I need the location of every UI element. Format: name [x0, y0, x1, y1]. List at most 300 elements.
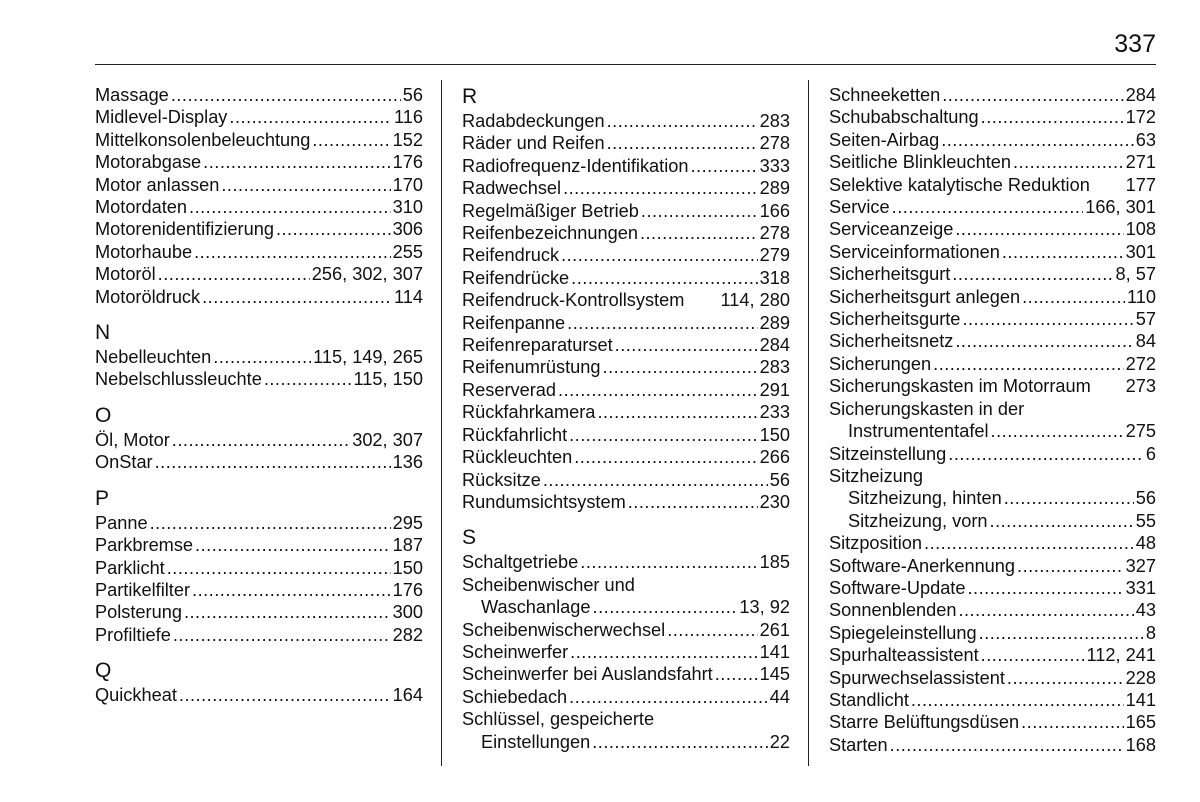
index-entry[interactable] [95, 684, 423, 706]
dot-leader [948, 443, 1144, 465]
entry-label: Scheinwerfer bei Auslandsfahrt [462, 664, 713, 685]
index-entry[interactable] [95, 218, 423, 240]
entry-pages: 48 [1135, 533, 1156, 554]
entry-label: Radiofrequenz-Identifikation [462, 155, 689, 176]
dot-leader [173, 624, 391, 646]
entry-label: Software-Update [829, 577, 966, 598]
index-entry[interactable] [462, 491, 790, 513]
index-entry[interactable] [829, 174, 1156, 196]
index-entry[interactable] [829, 532, 1156, 554]
dot-leader [221, 174, 390, 196]
index-entry[interactable] [829, 398, 1156, 420]
entry-label: Reifenpanne [462, 312, 566, 333]
entry-label: Sitzeinstellung [829, 443, 947, 464]
index-entry[interactable] [462, 379, 790, 401]
dot-leader [952, 263, 1113, 285]
dot-leader [690, 155, 757, 177]
entry-pages: 168 [1125, 734, 1156, 755]
index-entry[interactable] [95, 84, 423, 106]
entry-label: Service [829, 197, 890, 218]
entry-pages: 112, 241 [1086, 645, 1156, 666]
column-divider-2 [808, 80, 809, 766]
dot-leader [890, 734, 1124, 756]
entry-label: Schaltgetriebe [462, 552, 579, 573]
entry-pages: 284 [759, 335, 790, 356]
entry-pages: 255 [392, 241, 423, 262]
entry-pages: 284 [1125, 85, 1156, 105]
index-entry[interactable] [462, 401, 790, 423]
entry-pages: 116 [394, 107, 423, 128]
entry-label: Spurhalteassistent [829, 645, 979, 666]
entry-pages: 108 [1125, 219, 1156, 240]
entry-pages: 279 [759, 245, 790, 266]
index-entry[interactable] [829, 667, 1156, 689]
entry-label: Sicherungskasten im Motorraum [829, 376, 1091, 397]
dot-leader [942, 84, 1123, 106]
entry-label: Rückfahrlicht [462, 424, 568, 445]
entry-label: Instrumententafel [848, 421, 989, 442]
index-entry[interactable] [95, 557, 423, 579]
entry-label: Motor anlassen [95, 174, 220, 195]
index-column-3 [829, 84, 1156, 756]
entry-label: Nebelleuchten [95, 347, 212, 368]
index-entry[interactable] [462, 267, 790, 289]
entry-pages: 228 [1125, 667, 1156, 688]
entry-label: Radabdeckungen [462, 111, 605, 131]
entry-pages: 141 [1125, 689, 1156, 710]
entry-pages: 282 [392, 624, 423, 645]
dot-leader [667, 619, 757, 641]
entry-label: Spiegeleinstellung [829, 622, 977, 643]
entry-pages: 172 [1125, 107, 1156, 128]
entry-label: OnStar [95, 452, 153, 473]
entry-pages: 115, 150 [353, 369, 423, 390]
index-entry[interactable] [829, 555, 1156, 577]
entry-label: Selektive katalytische Reduktion [829, 174, 1090, 195]
dot-leader [615, 334, 758, 356]
index-entry[interactable] [462, 132, 790, 154]
entry-pages: 57 [1135, 309, 1156, 330]
index-entry[interactable] [95, 241, 423, 263]
dot-leader [179, 684, 391, 706]
index-entry[interactable] [95, 368, 423, 390]
index-entry[interactable] [95, 129, 423, 151]
index-entry[interactable] [829, 196, 1156, 218]
entry-pages: 230 [759, 491, 790, 512]
entry-label: Schubabschaltung [829, 107, 979, 128]
entry-label: Partikelfilter [95, 579, 191, 600]
entry-label: Rückfahrkamera [462, 402, 596, 423]
index-subentry[interactable] [462, 731, 790, 753]
dot-leader [607, 132, 758, 154]
index-entry[interactable] [462, 469, 790, 491]
dot-leader [203, 151, 390, 173]
entry-label: Nebelschlussleuchte [95, 369, 262, 390]
index-entry[interactable] [462, 289, 790, 311]
entry-label: Regelmäßiger Betrieb [462, 200, 639, 221]
index-entry[interactable] [829, 577, 1156, 599]
dot-leader [1007, 667, 1124, 689]
index-entry[interactable] [829, 734, 1156, 756]
column-divider-1 [441, 80, 442, 766]
dot-leader [189, 196, 391, 218]
dot-leader [312, 129, 390, 151]
entry-pages: 318 [759, 267, 790, 288]
entry-pages: 63 [1135, 129, 1156, 150]
entry-label: Midlevel-Display [95, 107, 228, 128]
dot-leader [171, 84, 401, 106]
entry-pages: 114, 280 [720, 290, 790, 311]
entry-label: Sicherheitsnetz [829, 331, 954, 352]
entry-label: Motorhaube [95, 241, 193, 262]
index-entry[interactable] [462, 356, 790, 378]
index-entry[interactable] [829, 689, 1156, 711]
dot-leader [603, 356, 758, 378]
dot-leader [892, 196, 1084, 218]
index-entry[interactable] [462, 334, 790, 356]
entry-pages: 141 [759, 641, 790, 662]
entry-pages: 8 [1145, 622, 1156, 643]
dot-leader [561, 244, 758, 266]
entry-pages: 150 [759, 424, 790, 445]
entry-label: Parklicht [95, 557, 165, 578]
dot-leader [1002, 241, 1124, 263]
dot-leader [580, 551, 757, 573]
index-entry[interactable] [829, 129, 1156, 151]
entry-label: Sonnenblenden [829, 600, 957, 621]
dot-leader [192, 579, 391, 601]
entry-label: Sitzposition [829, 533, 923, 554]
dot-leader [213, 346, 311, 368]
dot-leader [172, 429, 350, 451]
dot-leader [593, 596, 738, 618]
dot-leader [1004, 487, 1134, 509]
entry-pages: 261 [759, 619, 790, 640]
dot-leader [1022, 286, 1125, 308]
dot-leader [571, 267, 757, 289]
entry-label: Starten [829, 734, 888, 755]
index-entry[interactable] [462, 222, 790, 244]
entry-pages: 327 [1125, 555, 1156, 576]
entry-label: Schiebedach [462, 686, 568, 707]
index-entry[interactable] [829, 106, 1156, 128]
entry-label: Räder und Reifen [462, 133, 605, 154]
index-subentry[interactable] [829, 420, 1156, 442]
entry-pages: 301 [1125, 241, 1156, 262]
entry-pages: 56 [1135, 488, 1156, 509]
entry-label: Quickheat [95, 685, 177, 706]
entry-pages: 300 [392, 602, 423, 623]
index-entry[interactable] [462, 244, 790, 266]
entry-label: Motoröl [95, 264, 156, 285]
entry-label: Öl, Motor [95, 429, 170, 450]
entry-pages: 8, 57 [1115, 264, 1156, 285]
entry-label: Profiltiefe [95, 624, 171, 645]
index-entry[interactable] [95, 151, 423, 173]
entry-label: Rücksitze [462, 469, 541, 490]
index-entry[interactable] [462, 641, 790, 663]
index-entry[interactable] [95, 624, 423, 646]
dot-leader [567, 312, 757, 334]
index-subentry[interactable] [462, 596, 790, 618]
dot-leader [543, 469, 768, 491]
dot-leader [955, 218, 1123, 240]
section-letter: R [462, 85, 478, 108]
index-entry[interactable] [95, 286, 423, 308]
entry-label: Scheinwerfer [462, 641, 569, 662]
entry-pages: 291 [759, 379, 790, 400]
index-entry[interactable] [462, 155, 790, 177]
entry-label: Schneeketten [829, 85, 941, 105]
entry-pages: 166, 301 [1085, 197, 1156, 218]
index-entry[interactable] [829, 286, 1156, 308]
index-entry[interactable] [95, 106, 423, 128]
index-entry[interactable] [462, 177, 790, 199]
entry-pages: 289 [759, 312, 790, 333]
entry-label: Parkbremse [95, 535, 194, 556]
entry-pages: 278 [759, 133, 790, 154]
entry-pages: 302, 307 [352, 429, 423, 450]
entry-pages: 84 [1135, 331, 1156, 352]
entry-pages: 166 [759, 200, 790, 221]
index-entry[interactable] [462, 551, 790, 573]
entry-pages: 56 [402, 85, 423, 105]
entry-label: Reifenumrüstung [462, 357, 601, 378]
index-entry[interactable] [462, 424, 790, 446]
index-entry[interactable] [829, 622, 1156, 644]
entry-pages: 6 [1145, 443, 1156, 464]
dot-leader [911, 689, 1124, 711]
index-entry[interactable] [462, 312, 790, 334]
entry-pages: 44 [769, 686, 790, 707]
entry-label: Spurwechselassistent [829, 667, 1005, 688]
index-entry[interactable] [462, 619, 790, 641]
entry-label: Reifenreparaturset [462, 335, 613, 356]
entry-label: Seitliche Blinkleuchten [829, 152, 1011, 173]
entry-label: Serviceanzeige [829, 219, 954, 240]
entry-pages: 275 [1125, 421, 1156, 442]
entry-pages: 55 [1135, 510, 1156, 531]
entry-label: Reifenbezeichnungen [462, 223, 638, 244]
dot-leader [276, 218, 391, 240]
entry-pages: 22 [769, 731, 790, 752]
entry-pages: 333 [759, 155, 790, 176]
entry-pages: 152 [392, 129, 423, 150]
entry-label: Software-Anerkennung [829, 555, 1016, 576]
index-entry[interactable] [829, 443, 1156, 465]
dot-leader [990, 510, 1134, 532]
index-entry[interactable] [95, 196, 423, 218]
index-subentry[interactable] [829, 487, 1156, 509]
dot-leader [933, 353, 1124, 375]
index-entry[interactable] [829, 711, 1156, 733]
entry-pages: 13, 92 [739, 597, 790, 618]
entry-pages: 266 [759, 447, 790, 468]
entry-label: Reifendruck-Kontrollsystem [462, 290, 685, 311]
index-subentry[interactable] [829, 510, 1156, 532]
dot-leader [981, 106, 1124, 128]
dot-leader [958, 599, 1133, 621]
entry-pages: 283 [759, 111, 790, 131]
index-entry[interactable] [829, 263, 1156, 285]
section-letter: Q [95, 659, 112, 683]
dot-leader [167, 557, 391, 579]
entry-label: Reserverad [462, 379, 557, 400]
index-entry[interactable] [829, 644, 1156, 666]
index-entry[interactable] [95, 601, 423, 623]
entry-pages: 110 [1127, 286, 1156, 307]
index-entry[interactable] [462, 686, 790, 708]
entry-label: Motordaten [95, 197, 188, 218]
index-entry[interactable] [462, 574, 790, 596]
entry-label: Schlüssel, gespeicherte [462, 709, 655, 730]
entry-pages: 170 [392, 174, 423, 195]
dot-leader [563, 177, 758, 199]
dot-leader [570, 641, 757, 663]
dot-leader [1017, 555, 1124, 577]
dot-leader [195, 534, 391, 556]
entry-label: Motoröldruck [95, 286, 201, 307]
entry-pages: 310 [392, 197, 423, 218]
dot-leader [569, 424, 758, 446]
entry-label: Rundumsichtsystem [462, 491, 626, 512]
entry-label: Waschanlage [481, 597, 591, 618]
entry-label: Sitzheizung, hinten [848, 488, 1002, 509]
dot-leader [202, 286, 392, 308]
index-entry[interactable] [829, 465, 1156, 487]
dot-leader [607, 110, 758, 132]
entry-label: Starre Belüftungsdüsen [829, 712, 1020, 733]
dot-leader [967, 577, 1123, 599]
dot-leader [150, 512, 391, 534]
dot-leader [264, 368, 352, 390]
index-entry[interactable] [829, 375, 1156, 397]
dot-leader [194, 241, 391, 263]
entry-label: Scheibenwischer und [462, 574, 635, 595]
entry-pages: 283 [759, 357, 790, 378]
dot-leader [941, 129, 1134, 151]
entry-pages: 164 [392, 685, 423, 706]
entry-pages: 256, 302, 307 [311, 264, 423, 285]
entry-pages: 43 [1135, 600, 1156, 621]
dot-leader [962, 308, 1133, 330]
entry-label: Sicherheitsgurt [829, 264, 951, 285]
index-entry[interactable] [829, 218, 1156, 240]
index-entry[interactable] [829, 330, 1156, 352]
index-entry[interactable] [95, 512, 423, 534]
index-entry[interactable] [829, 599, 1156, 621]
entry-label: Radwechsel [462, 178, 562, 199]
dot-leader [640, 222, 758, 244]
dot-leader [229, 106, 392, 128]
entry-pages: 176 [392, 152, 423, 173]
dot-leader [924, 532, 1134, 554]
header-rule [95, 64, 1156, 65]
index-entry[interactable] [462, 200, 790, 222]
entry-label: Einstellungen [481, 731, 591, 752]
dot-leader [715, 663, 758, 685]
dot-leader [558, 379, 758, 401]
entry-pages: 271 [1125, 152, 1156, 173]
index-entry[interactable] [95, 579, 423, 601]
entry-label: Motorabgase [95, 152, 202, 173]
entry-pages: 177 [1125, 174, 1156, 195]
entry-label: Sitzheizung, vorn [848, 510, 988, 531]
entry-label: Seiten-Airbag [829, 129, 940, 150]
entry-label: Polsterung [95, 602, 182, 623]
index-entry[interactable] [95, 174, 423, 196]
entry-pages: 185 [759, 552, 790, 573]
entry-pages: 289 [759, 178, 790, 199]
index-column-2 [462, 84, 790, 753]
entry-pages: 187 [392, 535, 423, 556]
dot-leader [574, 446, 757, 468]
dot-leader [628, 491, 758, 513]
entry-label: Mittelkonsolenbeleuchtung [95, 129, 311, 150]
section-letter: S [462, 526, 477, 550]
entry-label: Scheibenwischerwechsel [462, 619, 666, 640]
index-entry[interactable] [829, 241, 1156, 263]
index-entry[interactable] [95, 429, 423, 451]
entry-label: Sicherungskasten in der [829, 398, 1025, 419]
dot-leader [158, 263, 310, 285]
dot-leader [641, 200, 758, 222]
entry-label: Sicherungen [829, 353, 932, 374]
index-entry[interactable] [462, 446, 790, 468]
section-letter: P [95, 486, 110, 510]
entry-label: Serviceinformationen [829, 241, 1000, 262]
index-entry[interactable] [829, 84, 1156, 106]
entry-pages: 115, 149, 265 [313, 347, 423, 368]
index-entry[interactable] [95, 534, 423, 556]
index-entry[interactable] [829, 151, 1156, 173]
entry-pages: 331 [1125, 577, 1156, 598]
entry-pages: 295 [392, 512, 423, 533]
entry-pages: 136 [392, 452, 423, 473]
entry-label: Panne [95, 512, 148, 533]
dot-leader [597, 401, 757, 423]
entry-label: Massage [95, 85, 169, 105]
index-entry[interactable] [462, 110, 790, 132]
entry-label: Rückleuchten [462, 447, 573, 468]
entry-pages: 176 [392, 579, 423, 600]
entry-pages: 145 [759, 664, 790, 685]
dot-leader [979, 622, 1144, 644]
index-entry[interactable] [462, 708, 790, 730]
index-entry[interactable] [95, 346, 423, 368]
entry-label: Motorenidentifizierung [95, 219, 274, 240]
index-entry[interactable] [829, 353, 1156, 375]
index-column-1 [95, 84, 423, 707]
dot-leader [155, 451, 391, 473]
dot-leader [1021, 711, 1124, 733]
entry-pages: 278 [759, 223, 790, 244]
entry-pages: 233 [759, 402, 790, 423]
dot-leader [184, 601, 391, 623]
dot-leader [1013, 151, 1124, 173]
entry-pages: 150 [392, 557, 423, 578]
entry-label: Sitzheizung [829, 465, 924, 486]
entry-pages: 114 [394, 286, 423, 307]
entry-label: Reifendruck [462, 245, 560, 266]
index-entry[interactable] [462, 663, 790, 685]
entry-label: Reifendrücke [462, 267, 570, 288]
entry-label: Sicherheitsgurte [829, 309, 961, 330]
index-entry[interactable] [95, 263, 423, 285]
index-entry[interactable] [829, 308, 1156, 330]
index-entry[interactable] [95, 451, 423, 473]
dot-leader [592, 731, 768, 753]
